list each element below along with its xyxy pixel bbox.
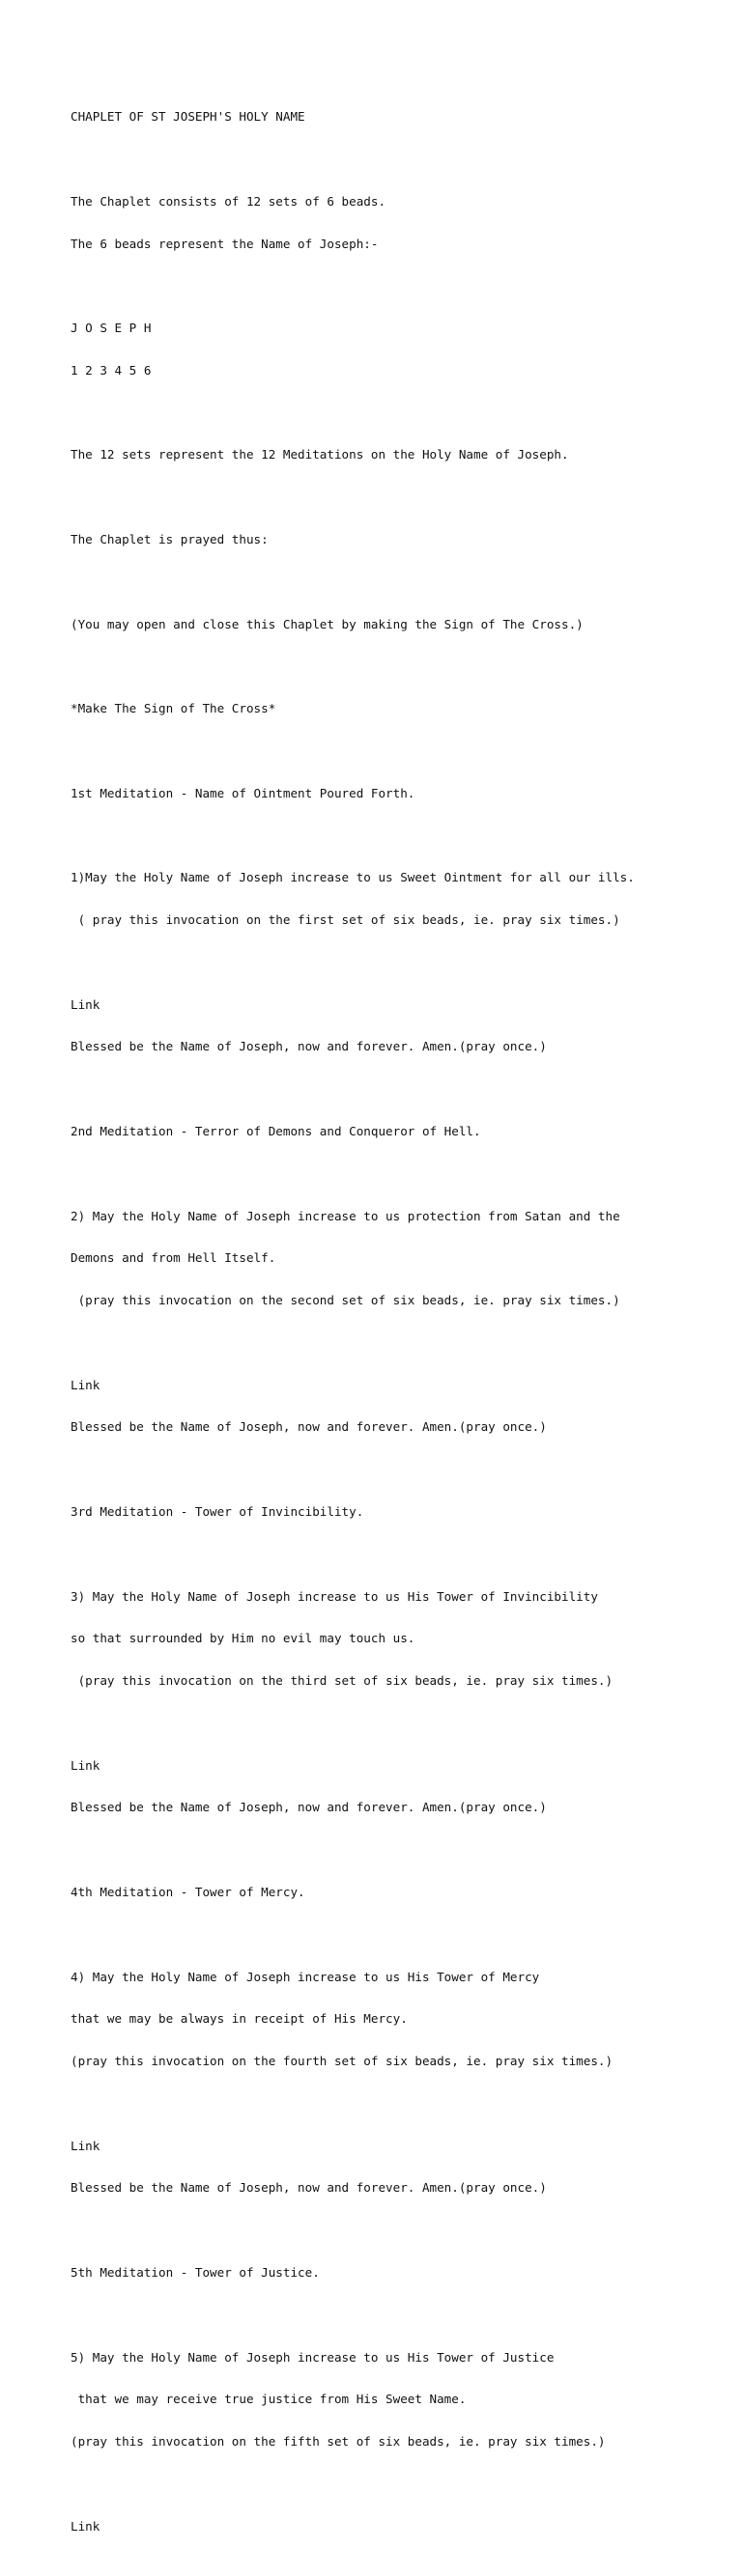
link-paragraph — [71, 1350, 728, 1463]
text-line: (You may open and close this Chaplet by making the Sign of The Cross.) — [71, 616, 584, 631]
text-line: Blessed be the Name of Joseph, now and forever. Amen.(pray once.) — [71, 1800, 547, 1815]
text-line: 4th Meditation - Tower of Mercy. — [71, 1885, 305, 1899]
invocation-paragraph — [71, 843, 728, 956]
link-label: Link — [71, 1377, 100, 1392]
text-line: 2) May the Holy Name of Joseph increase to us protection from Satan and the — [71, 1208, 620, 1223]
invocation-paragraph — [71, 2322, 728, 2478]
link-paragraph — [71, 1730, 728, 1843]
link-label: Link — [71, 1757, 100, 1773]
make-sign-instruction — [71, 674, 728, 744]
intro-paragraph — [71, 167, 728, 280]
link-label: Link — [71, 2138, 100, 2153]
prayed-thus-paragraph — [71, 505, 728, 575]
meditation-heading — [71, 1097, 728, 1167]
name-letters-block — [71, 294, 728, 406]
text-line: Blessed be the Name of Joseph, now and forever. Amen.(pray once.) — [71, 1039, 547, 1054]
text-line: *Make The Sign of The Cross* — [71, 701, 276, 716]
title-line: CHAPLET OF ST JOSEPH'S HOLY NAME — [71, 109, 305, 125]
text-line: (pray this invocation on the third set of six beads, ie. pray six times.) — [71, 1673, 614, 1689]
meditation-heading — [71, 759, 728, 829]
text-line: The Chaplet consists of 12 sets of 6 beads. — [71, 193, 386, 209]
text-line: (pray this invocation on the second set of six beads, ie. pray six times.) — [71, 1293, 620, 1308]
link-label: Link — [71, 2518, 100, 2534]
invocation-paragraph — [71, 1181, 728, 1336]
text-line: The Chaplet is prayed thus: — [71, 532, 269, 546]
text-line: The 12 sets represent the 12 Meditations on the Holy Name of Joseph. — [71, 447, 569, 462]
link-paragraph — [71, 969, 728, 1082]
sign-of-cross-note — [71, 589, 728, 659]
link-label: Link — [71, 996, 100, 1012]
text-line: (pray this invocation on the fifth set of six beads, ie. pray six times.) — [71, 2434, 606, 2450]
text-line: that we may be always in receipt of His Mercy. — [71, 2011, 408, 2027]
text-line: 5th Meditation - Tower of Justice. — [71, 2265, 320, 2281]
text-line: 4) May the Holy Name of Joseph increase to us His Tower of Mercy — [71, 1969, 540, 1984]
numbers-line: 1 2 3 4 5 6 — [71, 362, 152, 378]
document-body — [71, 82, 728, 2576]
text-line: 3) May the Holy Name of Joseph increase to us His Tower of Invincibility — [71, 1588, 598, 1604]
text-line: 2nd Meditation - Terror of Demons and Conqueror of Hell. — [71, 1123, 481, 1138]
letters-line: J O S E P H — [71, 321, 152, 336]
document-title — [71, 82, 728, 153]
link-paragraph — [71, 2112, 728, 2225]
link-paragraph — [71, 2492, 728, 2562]
text-line: 1st Meditation - Name of Ointment Poured Forth. — [71, 785, 415, 800]
text-line: ( pray this invocation on the first set of six beads, ie. pray six times.) — [71, 912, 620, 928]
sets-paragraph — [71, 420, 728, 490]
text-line: 5) May the Holy Name of Joseph increase to us His Tower of Justice — [71, 2349, 555, 2365]
text-line: Blessed be the Name of Joseph, now and forever. Amen.(pray once.) — [71, 1419, 547, 1435]
text-line: 1)May the Holy Name of Joseph increase to us Sweet Ointment for all our ills. — [71, 870, 635, 885]
text-line: (pray this invocation on the fourth set of six beads, ie. pray six times.) — [71, 2054, 614, 2069]
text-line: Demons and from Hell Itself. — [71, 1250, 276, 1266]
text-line: Blessed be the Name of Joseph, now and forever. Amen.(pray once.) — [71, 2180, 547, 2196]
text-line: The 6 beads represent the Name of Joseph:- — [71, 236, 379, 251]
text-line: 3rd Meditation - Tower of Invincibility. — [71, 1503, 364, 1519]
invocation-paragraph — [71, 1942, 728, 2097]
meditation-heading — [71, 2238, 728, 2309]
text-line: so that surrounded by Him no evil may touch us. — [71, 1631, 415, 1646]
invocation-paragraph — [71, 1561, 728, 1717]
text-line: that we may receive true justice from His Sweet Name. — [71, 2392, 467, 2407]
meditation-heading — [71, 1858, 728, 1928]
meditation-heading — [71, 1477, 728, 1548]
